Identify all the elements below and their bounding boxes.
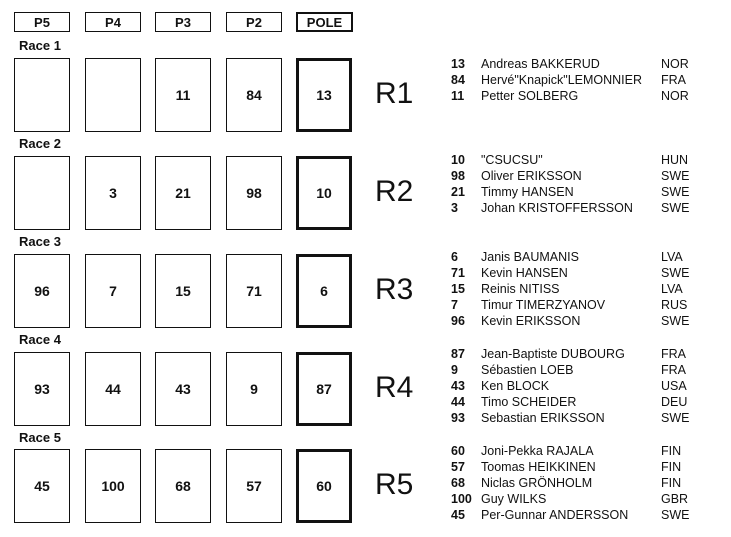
entry-country: SWE	[661, 169, 690, 183]
roster-entry	[451, 459, 701, 475]
entry-number: 100	[451, 492, 472, 506]
entry-country: FIN	[661, 444, 682, 458]
roster-entry	[451, 281, 701, 297]
roster-entry	[451, 443, 701, 459]
roster-entry	[451, 475, 701, 491]
roster-entry	[451, 152, 701, 168]
entry-number: 87	[451, 347, 465, 361]
entry-country: FRA	[661, 73, 686, 87]
entry-number: 57	[451, 460, 465, 474]
entry-country: SWE	[661, 185, 690, 199]
entry-driver: Toomas HEIKKINEN	[481, 460, 596, 474]
race-1-slot-pole: 13	[296, 58, 352, 132]
race-4-slot-p5: 93	[14, 352, 70, 426]
race-5-slot-p3: 68	[155, 449, 211, 523]
entry-driver: Niclas GRÖNHOLM	[481, 476, 593, 490]
race-4-code: R4	[375, 371, 414, 404]
entry-driver: Reinis NITISS	[481, 282, 560, 296]
header-p5: P5	[14, 12, 70, 32]
race-3-label: Race 3	[19, 234, 61, 249]
roster-entry	[451, 249, 701, 265]
entry-number: 21	[451, 185, 465, 199]
header-p3: P3	[155, 12, 211, 32]
entry-driver: Guy WILKS	[481, 492, 547, 506]
entry-driver: Petter SOLBERG	[481, 89, 579, 103]
entry-driver: Oliver ERIKSSON	[481, 169, 582, 183]
entry-driver: Andreas BAKKERUD	[481, 57, 600, 71]
header-p4: P4	[85, 12, 141, 32]
roster-entry	[451, 168, 701, 184]
entry-number: 15	[451, 282, 465, 296]
entry-country: SWE	[661, 508, 690, 522]
entry-number: 45	[451, 508, 465, 522]
race-1-roster	[451, 56, 701, 104]
roster-entry	[451, 184, 701, 200]
roster-entry	[451, 410, 701, 426]
entry-number: 68	[451, 476, 465, 490]
roster-entry	[451, 88, 701, 104]
entry-country: SWE	[661, 201, 690, 215]
entry-country: SWE	[661, 314, 690, 328]
race-5-slot-p4: 100	[85, 449, 141, 523]
entry-driver: Joni-Pekka RAJALA	[481, 444, 594, 458]
roster-entry	[451, 491, 701, 507]
race-4-slot-p3: 43	[155, 352, 211, 426]
entry-driver: Timo SCHEIDER	[481, 395, 577, 409]
entry-country: DEU	[661, 395, 688, 409]
race-1-slot-p4	[85, 58, 141, 132]
entry-driver: Sébastien LOEB	[481, 363, 574, 377]
entry-number: 60	[451, 444, 465, 458]
race-5-label: Race 5	[19, 430, 61, 445]
roster-entry	[451, 346, 701, 362]
entry-number: 7	[451, 298, 458, 312]
race-5-slot-p5: 45	[14, 449, 70, 523]
entry-country: RUS	[661, 298, 688, 312]
entry-country: FIN	[661, 476, 682, 490]
roster-entry	[451, 362, 701, 378]
entry-country: NOR	[661, 89, 689, 103]
race-2-label: Race 2	[19, 136, 61, 151]
entry-number: 43	[451, 379, 465, 393]
entry-driver: Ken BLOCK	[481, 379, 550, 393]
entry-country: USA	[661, 379, 687, 393]
entry-number: 44	[451, 395, 465, 409]
race-1-label: Race 1	[19, 38, 61, 53]
race-4-slot-p2: 9	[226, 352, 282, 426]
race-4-slot-pole: 87	[296, 352, 352, 426]
entry-number: 71	[451, 266, 465, 280]
race-1-slot-p3: 11	[155, 58, 211, 132]
entry-number: 11	[451, 89, 465, 103]
entry-number: 13	[451, 57, 465, 71]
entry-country: NOR	[661, 57, 689, 71]
roster-entry	[451, 56, 701, 72]
race-5-code: R5	[375, 468, 414, 501]
entry-driver: Kevin HANSEN	[481, 266, 568, 280]
race-2-slot-p5	[14, 156, 70, 230]
race-3-slot-p2: 71	[226, 254, 282, 328]
entry-number: 98	[451, 169, 465, 183]
race-3-roster	[451, 249, 701, 329]
race-5-slot-p2: 57	[226, 449, 282, 523]
race-1-slot-p2: 84	[226, 58, 282, 132]
race-4-slot-p4: 44	[85, 352, 141, 426]
entry-number: 10	[451, 153, 465, 167]
race-4-label: Race 4	[19, 332, 61, 347]
entry-country: HUN	[661, 153, 689, 167]
entry-driver: Kevin ERIKSSON	[481, 314, 581, 328]
race-2-slot-pole: 10	[296, 156, 352, 230]
entry-country: LVA	[661, 250, 683, 264]
roster-entry	[451, 265, 701, 281]
entry-number: 84	[451, 73, 465, 87]
entry-driver: Jean-Baptiste DUBOURG	[481, 347, 625, 361]
entry-country: FRA	[661, 363, 686, 377]
race-2-slot-p4: 3	[85, 156, 141, 230]
entry-driver: Timur TIMERZYANOV	[481, 298, 606, 312]
roster-entry	[451, 507, 701, 523]
race-3-slot-pole: 6	[296, 254, 352, 328]
race-3-slot-p3: 15	[155, 254, 211, 328]
race-1-code: R1	[375, 77, 414, 110]
entry-driver: Sebastian ERIKSSON	[481, 411, 605, 425]
race-5-slot-pole: 60	[296, 449, 352, 523]
roster-entry	[451, 378, 701, 394]
entry-country: FIN	[661, 460, 682, 474]
entry-driver: Hervé"Knapick"LEMONNIER	[481, 73, 643, 87]
race-5-roster	[451, 443, 701, 523]
roster-entry	[451, 200, 701, 216]
entry-driver: Per-Gunnar ANDERSSON	[481, 508, 629, 522]
entry-driver: Johan KRISTOFFERSSON	[481, 201, 633, 215]
race-4-roster	[451, 346, 701, 426]
entry-number: 96	[451, 314, 465, 328]
roster-entry	[451, 297, 701, 313]
race-2-code: R2	[375, 175, 414, 208]
entry-country: FRA	[661, 347, 686, 361]
entry-country: GBR	[661, 492, 689, 506]
entry-country: SWE	[661, 266, 690, 280]
entry-driver: "CSUCSU"	[481, 153, 543, 167]
entry-number: 3	[451, 201, 458, 215]
race-2-roster	[451, 152, 701, 216]
entry-driver: Janis BAUMANIS	[481, 250, 579, 264]
race-3-slot-p4: 7	[85, 254, 141, 328]
race-1-slot-p5	[14, 58, 70, 132]
entry-country: SWE	[661, 411, 690, 425]
entry-number: 9	[451, 363, 458, 377]
header-pole: POLE	[296, 12, 353, 32]
entry-number: 6	[451, 250, 458, 264]
entry-driver: Timmy HANSEN	[481, 185, 574, 199]
entry-country: LVA	[661, 282, 683, 296]
race-3-slot-p5: 96	[14, 254, 70, 328]
roster-entry	[451, 72, 701, 88]
race-2-slot-p3: 21	[155, 156, 211, 230]
race-2-slot-p2: 98	[226, 156, 282, 230]
header-p2: P2	[226, 12, 282, 32]
race-3-code: R3	[375, 273, 414, 306]
roster-entry	[451, 394, 701, 410]
roster-entry	[451, 313, 701, 329]
entry-number: 93	[451, 411, 465, 425]
